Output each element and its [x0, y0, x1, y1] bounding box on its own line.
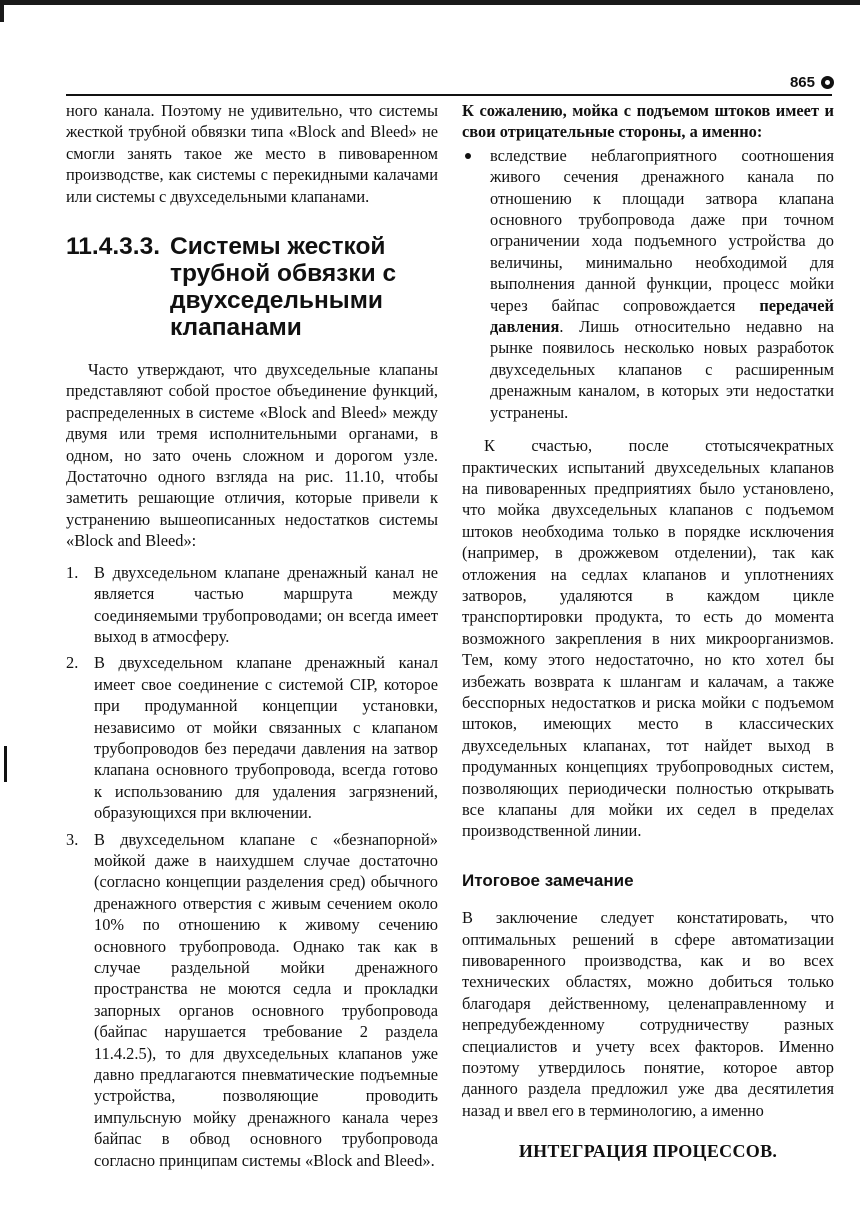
bullet-item [462, 145, 834, 423]
numbered-list [66, 562, 438, 1171]
subheading-final-remark: Итоговое замечание [462, 870, 634, 890]
left-column [66, 100, 438, 1176]
final-statement: ИНТЕГРАЦИЯ ПРОЦЕССОВ. [518, 1141, 778, 1162]
paragraph-intro: Часто утверждают, что двухседельные клапаны представляют собой простое объединение функций, распределенных в системе «Block and Bleed» между двумя или тремя исполнительными органами, в одном, но зато очень сложном и дорогом узле. Достаточно одного взгляда на рис. 11.10, чтобы заметить решающие отличия, которые привели к устранению вышеописанных недостатков системы «Block and Bleed»: [66, 360, 438, 551]
list-item-text: В двухседельном клапане с «безнапорной» мойкой даже в наихудшем случае достаточно (согласно концепции разделения сред) обычного дренажного отверстия с живым сечением около 10% по отношению к живому сечению основного трубопровода. Однако так как в случае раздельной мойки дренажного пространства не моются седла и прокладки запорных органов основного трубопровода (байпас нарушается требование 2 раздела 11.4.2.5), то для двухседельных клапанов уже давно предлагаются пневматические подъемные устройства, позволяющие проводить импульсную мойку дренажного канала через байпас в обвод основного трубопровода согласно принципам системы «Block and Bleed». [94, 829, 438, 1170]
list-item [66, 829, 438, 1172]
section-title: Системы жесткой трубной обвязки с двухседельными клапанами [170, 233, 397, 342]
list-item [66, 562, 438, 648]
bullet-text-part1: вследствие неблагоприятного соотношения живого сечения дренажного канала по отношению к площади затвора клапана основного трубопровода даже при точном ограничении хода подъемного устройства до величины, минимально необходимой для выполнения данной функции, процесс мойки через байпас сопровождается [490, 145, 834, 315]
bullet-text-part2: . Лишь относительно недавно на рынке появилось несколько новых разработок двухседельных клапанов с расширенным дренажным каналом, в которых эти недостатки устранены. [490, 317, 834, 422]
section-number: 11.4.3.3. [66, 233, 161, 261]
bullet-list [462, 145, 834, 423]
page-number: 865 [789, 74, 815, 91]
list-item [66, 652, 438, 823]
header-rule [66, 94, 832, 96]
right-column [462, 100, 834, 1163]
margin-change-bar [4, 746, 7, 782]
page-header [790, 74, 834, 91]
list-item-text: В двухседельном клапане дренажный канал имеет свое соединение с системой CIP, которое при продуманной концепции установки, независимо от мойки связанных с клапаном трубопроводов без передачи давления на затвор клапана основного трубопровода, всегда готово к использованию для удаления загрязнений, образующихся при включении. [94, 653, 438, 823]
paragraph-continuation: ного канала. Поэтому не удивительно, что системы жесткой трубной обвязки типа «Block and Bleed» не смогли занять такое же место в пивоваренном производстве, как системы с перекидными калачами или системы с двухседельными клапанами. [66, 101, 438, 206]
list-item-number: 3. [66, 829, 79, 849]
list-item-number: 1. [66, 562, 79, 582]
corner-crop-mark-vertical [0, 0, 4, 22]
paragraph-conclusion: В заключение следует констатировать, что оптимальных решений в сфере автоматизации пивоваренного производства, как и во всех технических областях, можно добиться только благодаря действенному, целенаправленному и непредубежденному сотрудничеству разных специалистов и учету всех факторов. Именно поэтому утвердилось понятие, которое автор данного раздела предложил уже два десятилетия назад и ввел его в терминологию, а именно [462, 908, 834, 1120]
list-item-text: В двухседельном клапане дренажный канал не является частью маршрута между соединяемыми трубопроводами; он всегда имеет выход в атмосферу. [94, 562, 438, 646]
bullet-icon [462, 145, 490, 423]
section-heading [66, 233, 438, 341]
bold-intro: К сожалению, мойка с подъемом штоков имеет и свои отрицательные стороны, а именно: [462, 101, 834, 142]
page-marker-icon [821, 76, 834, 89]
list-item-number: 2. [66, 653, 79, 673]
paragraph-fortunately: К счастью, после стотысячекратных практических испытаний двухседельных клапанов на пивоваренных предприятиях было установлено, что мойка двухседельных клапанов с подъемом штоков необходима только в порядке исключения (например, в дрожжевом отделении), так как отложения на седлах клапанов и уплотнениях затворов, удаляются в каждом цикле транспортировки продукта, то есть до момента возможного закрепления в них микроорганизмов. Тем, кому этого недостаточно, но кто хотел бы избежать возврата к шлангам и калачам, а также бесспорных недостатков и риска мойки с подъемом штоков, имеющих место в классических двухседельных клапанах, тот найдет выход в продуманных концепциях трубопроводных систем, позволяющих периодически полностью открывать все клапаны для мойки их седел в пределах производственной линии. [462, 436, 834, 841]
bullet-text [490, 145, 834, 423]
corner-crop-mark-horizontal [0, 0, 860, 5]
bullet-bold-term: передачей давления [490, 295, 834, 337]
